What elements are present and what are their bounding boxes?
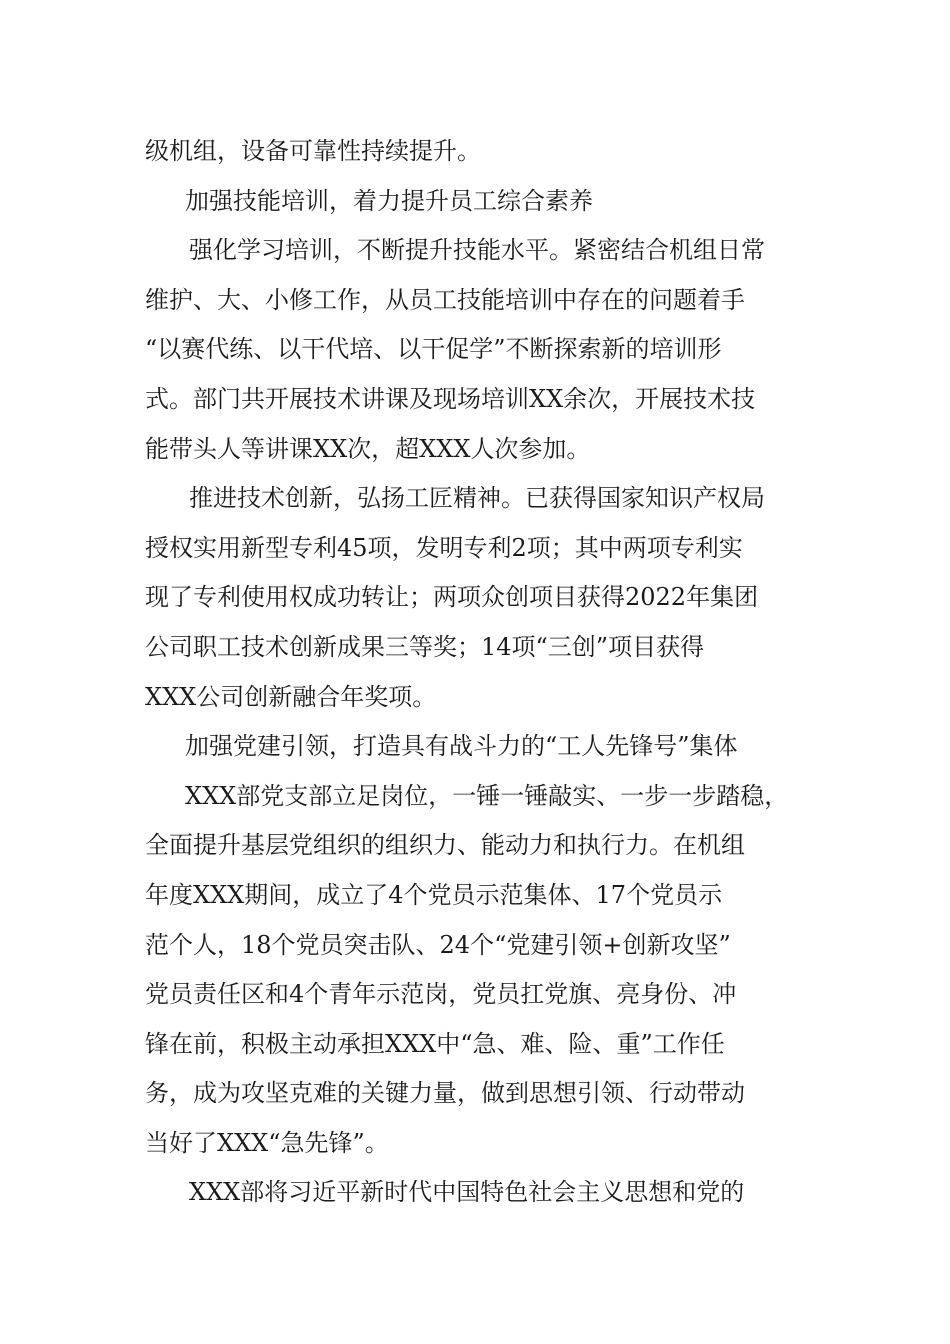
text-line: 能带头人等讲课XX次，超XXX人次参加。 bbox=[145, 434, 591, 463]
text-line: 维护、大、小修工作，从员工技能培训中存在的问题着手 bbox=[145, 285, 745, 314]
text-line: 强化学习培训，不断提升技能水平。紧密结合机组日常 bbox=[189, 236, 765, 265]
text-line: 范个人，18个党员突击队、24个“党建引领+创新攻坚” bbox=[145, 930, 731, 959]
text-line: 授权实用新型专利45项，发明专利2项；其中两项专利实 bbox=[145, 533, 743, 562]
text-line: 级机组，设备可靠性持续提升。 bbox=[145, 137, 481, 165]
section-heading-party-building: 加强党建引领，打造具有战斗力的“工人先锋号”集体 bbox=[185, 732, 738, 761]
text-line: 现了专利使用权成功转让；两项众创项目获得2022年集团 bbox=[145, 583, 759, 612]
text-line: 务，成为攻坚克难的关键力量，做到思想引领、行动带动 bbox=[145, 1079, 745, 1108]
text-line: 全面提升基层党组织的组织力、能动力和执行力。在机组 bbox=[145, 831, 745, 860]
text-line: XXX部将习近平新时代中国特色社会主义思想和党的 bbox=[189, 1178, 745, 1207]
text-line: 式。部门共开展技术讲课及现场培训XX余次，开展技术技 bbox=[145, 384, 756, 413]
text-line: 年度XXX期间，成立了4个党员示范集体、17个党员示 bbox=[145, 880, 723, 909]
text-line: 锋在前，积极主动承担XXX中“急、难、险、重”工作任 bbox=[145, 1029, 725, 1058]
document-body bbox=[145, 127, 815, 1218]
text-line: 当好了XXX“急先锋”。 bbox=[145, 1128, 389, 1157]
text-line: 推进技术创新，弘扬工匠精神。已获得国家知识产权局 bbox=[189, 484, 765, 513]
section-heading-skills-training: 加强技能培训，着力提升员工综合素养 bbox=[185, 186, 593, 215]
text-line: “以赛代练、以干代培、以干促学”不断探索新的培训形 bbox=[145, 335, 722, 364]
text-line: 党员责任区和4个青年示范岗，党员扛党旗、亮身份、冲 bbox=[145, 980, 737, 1009]
text-line: 公司职工技术创新成果三等奖；14项“三创”项目获得 bbox=[145, 632, 705, 661]
text-line: XXX部党支部立足岗位，一锤一锤敲实、一步一步踏稳， bbox=[185, 781, 789, 810]
text-line: XXX公司创新融合年奖项。 bbox=[145, 682, 437, 711]
